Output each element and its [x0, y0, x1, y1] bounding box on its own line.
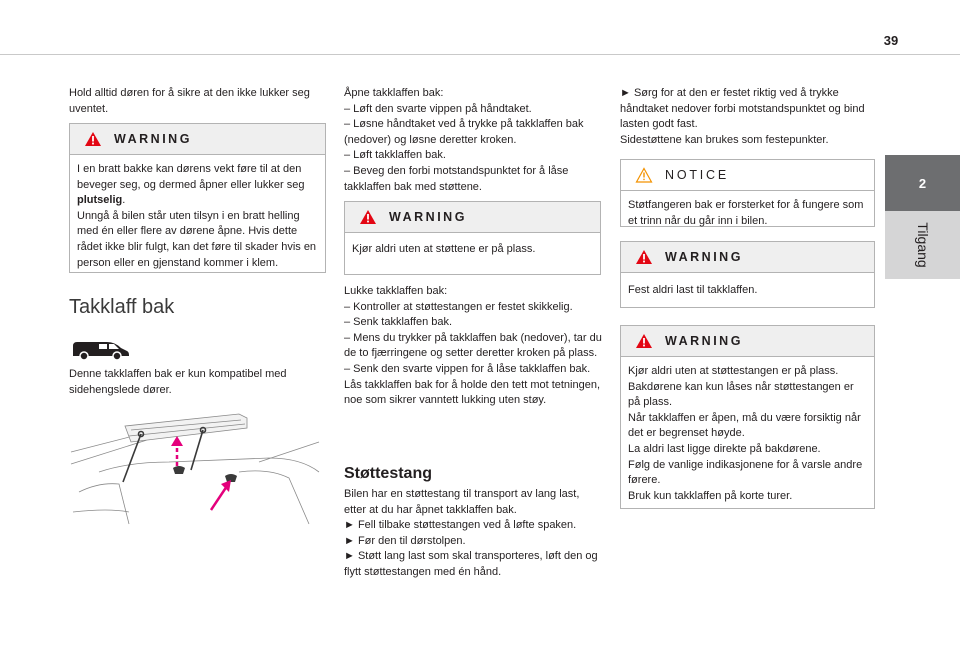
warning-box-1 — [69, 123, 326, 273]
warning-box-2 — [344, 201, 601, 275]
warning-text-before: I en bratt bakke kan dørens vekt føre til at den beveger seg, og dermed åpner eller lukker seg — [77, 163, 305, 191]
col3-intro-1: Sidestøttene kan brukes som festepunkter. — [620, 133, 829, 146]
page-number: 39 — [883, 33, 899, 48]
support-line-2: ► Før den til dørstolpen. — [344, 534, 466, 547]
chapter-tab[interactable]: 2 — [885, 155, 960, 211]
warning-line-0: Kjør aldri uten at støttestangen er på plass. — [628, 365, 839, 377]
notice-text: Støtfangeren bak er forsterket for å fungere som et trinn når du går inn i bilen. — [628, 199, 864, 227]
warning-triangle-icon — [635, 249, 653, 265]
notice-box — [620, 159, 875, 227]
warning-line-4: Følg de vanlige indikasjonene for å varsle andre førere. — [628, 458, 863, 487]
column-3-intro — [620, 86, 875, 148]
warning-header — [345, 202, 600, 233]
column-1 — [69, 86, 325, 117]
intro-text: Hold alltid døren for å sikre at den ikke lukker seg uventet. — [69, 87, 310, 115]
notice-title: NOTICE — [665, 168, 730, 182]
top-rule — [0, 54, 960, 55]
compat-text: Denne takklaffen bak er kun kompatibel med sidehengslede dører. — [69, 368, 287, 396]
warning-body — [345, 233, 600, 266]
warning-triangle-icon — [84, 131, 102, 147]
warning-box-4 — [620, 325, 875, 509]
support-instructions — [344, 487, 602, 581]
warning-title: WARNING — [114, 132, 192, 146]
warning-triangle-icon — [635, 333, 653, 349]
notice-body — [621, 191, 874, 237]
warning-text-bold: plutselig — [77, 194, 123, 207]
notice-triangle-icon — [635, 167, 653, 183]
warning-header — [70, 124, 325, 155]
warning-title: WARNING — [665, 250, 743, 264]
close-line-3: – Mens du trykker på takklaffen bak (nedover), tar du de to fjærringene og setter deretter kroken på plass. — [344, 331, 602, 360]
warning-header — [621, 242, 874, 273]
open-instructions — [344, 86, 602, 195]
warning-line-1: Bakdørene kan kun låses når støttestangen er på plass. — [628, 380, 854, 409]
warning-box-3 — [620, 241, 875, 308]
warning-body — [621, 357, 874, 512]
open-line-0: Åpne takklaffen bak: — [344, 87, 444, 99]
close-line-5: Lås takklaffen bak for å holde den tett mot tetningen, noe som sikrer vanntett lukking uten støy. — [344, 378, 601, 407]
warning-text-2: Unngå å bilen står uten tilsyn i en bratt helling med én eller flere av dørene åpne. Hvis dette rådet ikke blir fulgt, kan det føre til skader hvis en person eller en gjenstand kommer i klem. — [77, 209, 317, 269]
warning-line-2: Når takklaffen er åpen, må du være forsiktig når det er begrenset høyde. — [628, 411, 861, 440]
warning-title: WARNING — [389, 210, 467, 224]
close-instructions — [344, 284, 602, 409]
support-line-0: Bilen har en støttestang til transport av lang last, etter at du har åpnet takklaffen bak. — [344, 488, 580, 516]
close-line-2: – Senk takklaffen bak. — [344, 316, 453, 329]
van-icon — [69, 337, 131, 361]
warning-triangle-icon — [359, 209, 377, 225]
tailgate-illustration — [69, 412, 325, 530]
warning-text: Kjør aldri uten at støttene er på plass. — [352, 243, 536, 255]
warning-title: WARNING — [665, 334, 743, 348]
chapter-label — [885, 211, 960, 279]
open-line-3: – Løft takklaffen bak. — [344, 149, 446, 162]
warning-line-3: La aldri last ligge direkte på bakdørene. — [628, 442, 821, 455]
open-line-4: – Beveg den forbi motstandspunktet for å låse takklaffen bak med støttene. — [344, 164, 569, 193]
warning-line-5: Bruk kun takklaffen på korte turer. — [628, 489, 793, 502]
close-line-4: – Senk den svarte vippen for å låse takklaffen bak. — [344, 362, 591, 375]
close-line-0: Lukke takklaffen bak: — [344, 285, 448, 297]
col3-intro-0: ► Sørg for at den er festet riktig ved å trykke håndtaket nedover forbi motstandspunktet og bind lasten godt fast. — [620, 87, 865, 131]
support-line-1: ► Fell tilbake støttestangen ved å løfte spaken. — [344, 519, 577, 532]
warning-body — [70, 155, 325, 279]
open-line-1: – Løft den svarte vippen på håndtaket. — [344, 102, 532, 115]
open-line-2: – Løsne håndtaket ved å trykke på takklaffen bak (nedover) og løsne deretter kroken. — [344, 118, 584, 146]
support-line-3: ► Støtt lang last som skal transporteres, løft den og flytt støttestangen med én hånd. — [344, 550, 598, 578]
warning-text-after: . — [122, 194, 126, 207]
close-line-1: – Kontroller at støttestangen er festet skikkelig. — [344, 300, 573, 313]
chapter-label-text: Tilgang — [914, 222, 931, 268]
warning-header — [621, 326, 874, 357]
compat-paragraph — [69, 367, 325, 398]
warning-text: Fest aldri last til takklaffen. — [628, 284, 758, 296]
notice-header — [621, 160, 874, 191]
warning-body — [621, 273, 874, 307]
section-heading-stottestang: Støttestang — [344, 465, 432, 482]
section-heading-takklaff: Takklaff bak — [69, 296, 175, 318]
